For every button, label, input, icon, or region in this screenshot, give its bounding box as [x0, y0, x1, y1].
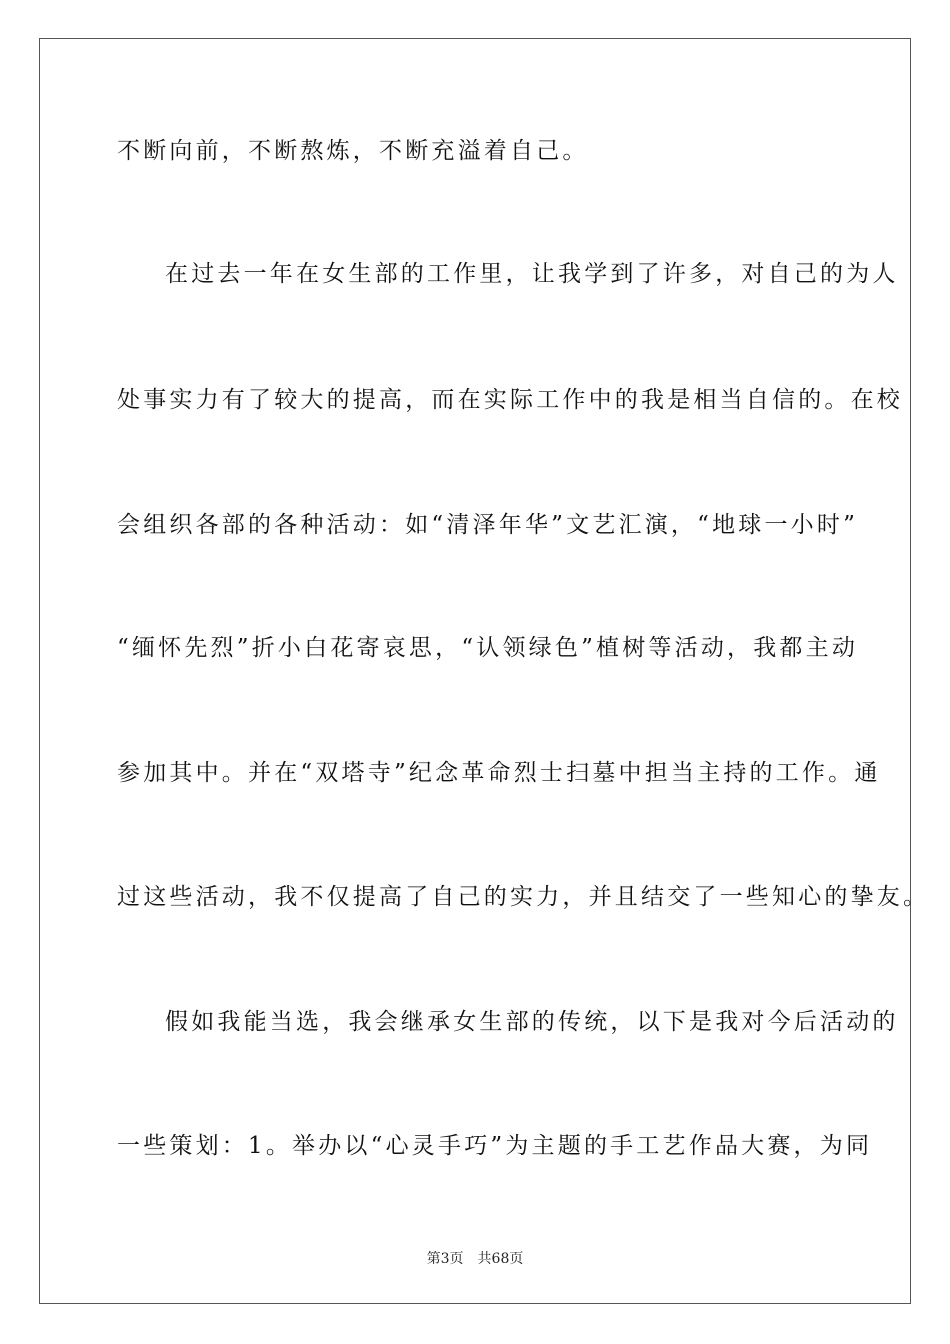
text-line-3: 处事实力有了较大的提高，而在实际工作中的我是相当自信的。在校 — [117, 387, 903, 413]
page-footer — [0, 1248, 950, 1268]
text-line-9: 一些策划：1。举办以“心灵手巧”为主题的手工艺作品大赛，为同 — [117, 1133, 873, 1159]
text-line-6: 参加其中。并在“双塔寺”纪念革命烈士扫墓中担当主持的工作。通 — [117, 760, 881, 786]
page-number: 第3页 — [426, 1251, 464, 1267]
text-line-4: 会组织各部的各种活动：如“清泽年华”文艺汇演，“地球一小时” — [117, 512, 859, 538]
text-line-5: “缅怀先烈”折小白花寄哀思，“认领绿色”植树等活动，我都主动 — [117, 635, 859, 661]
text-line-8: 假如我能当选，我会继承女生部的传统，以下是我对今后活动的 — [165, 1009, 899, 1035]
text-line-7: 过这些活动，我不仅提高了自己的实力，并且结交了一些知心的挚友。 — [117, 884, 930, 910]
text-line-1: 不断向前，不断熬炼，不断充溢着自己。 — [117, 138, 589, 164]
page-frame — [39, 38, 911, 1304]
text-line-2: 在过去一年在女生部的工作里，让我学到了许多，对自己的为人 — [165, 261, 899, 287]
page-total: 共68页 — [477, 1251, 524, 1267]
